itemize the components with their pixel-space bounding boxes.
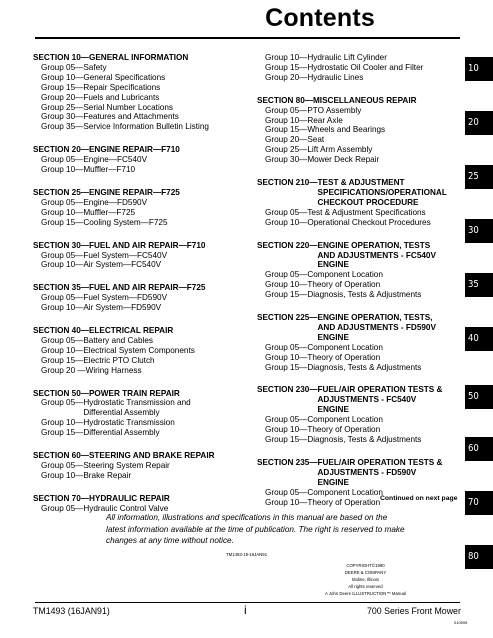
group-entry[interactable] [257, 155, 472, 165]
group-title: Diagnosis, Tests & Adjustments [307, 435, 422, 444]
footer-page-number: i [244, 603, 247, 617]
group-number: Group 05— [265, 207, 308, 217]
toc-section [33, 451, 258, 481]
group-number: Group 05— [41, 398, 84, 408]
group-entry[interactable] [33, 112, 258, 122]
section-title: FUEL AND AIR REPAIR—F725 [88, 283, 206, 293]
group-title: Diagnosis, Tests & Adjustments [307, 290, 422, 300]
group-number: Group 10— [265, 280, 308, 290]
group-number: Group 05— [41, 155, 84, 165]
group-title: Component Location [307, 415, 383, 425]
group-number: Group 10— [41, 72, 84, 82]
group-number: Group 15— [41, 217, 84, 227]
group-number: Group 25— [265, 145, 308, 155]
section-tab[interactable]: 60 [465, 437, 493, 461]
group-entry[interactable] [33, 251, 258, 261]
group-number: Group 20 — [41, 365, 86, 375]
group-title: Component Location [307, 270, 383, 280]
group-title: Lift Arm Assembly [307, 145, 373, 155]
group-title: Hydrostatic Oil Cooler and Filter [307, 62, 424, 72]
group-entry[interactable] [33, 165, 258, 175]
group-entry[interactable] [257, 145, 472, 155]
group-entry[interactable] [257, 425, 472, 435]
group-number: Group 05— [265, 415, 308, 425]
group-number: Group 15— [265, 125, 308, 135]
group-entry[interactable] [33, 73, 258, 83]
section-heading[interactable] [257, 458, 472, 488]
section-label: SECTION 70— [33, 493, 89, 503]
group-title: Electric PTO Clutch [83, 355, 155, 365]
group-title: Fuel System—FD590V [83, 293, 168, 303]
group-number: Group 15— [265, 62, 308, 72]
section-tab[interactable]: 30 [465, 219, 493, 243]
section-tab[interactable]: 50 [465, 385, 493, 409]
section-title: ENGINE OPERATION, TESTS AND ADJUSTMENTS - FC540V ENGINE [317, 240, 436, 270]
group-title: Test & Adjustment Specifications [307, 207, 426, 217]
group-title: Component Location [307, 342, 383, 352]
group-entry[interactable] [257, 116, 472, 126]
section-label: SECTION 220— [257, 240, 318, 250]
group-entry[interactable] [33, 471, 258, 481]
section-heading[interactable] [33, 494, 258, 504]
group-entry[interactable] [257, 290, 472, 300]
section-heading[interactable] [257, 313, 472, 343]
group-number: Group 20— [265, 72, 308, 82]
section-heading[interactable] [257, 385, 472, 415]
group-entry[interactable] [33, 260, 258, 270]
toc-section [33, 283, 258, 313]
group-entry[interactable] [33, 428, 258, 438]
section-tab[interactable]: 20 [465, 111, 493, 135]
group-title: Repair Specifications [83, 82, 161, 92]
group-number: Group 05— [41, 197, 84, 207]
group-title: Cooling System—F725 [83, 217, 168, 227]
toc-section [33, 494, 258, 514]
continued-groups [257, 53, 472, 83]
section-tab[interactable]: 35 [465, 273, 493, 297]
group-title: Serial Number Locations [83, 102, 173, 112]
group-title: Operational Checkout Procedures [307, 217, 431, 227]
group-number: Group 10— [265, 217, 308, 227]
group-number: Group 05— [265, 342, 308, 352]
group-title: Features and Attachments [83, 112, 179, 122]
section-title: ENGINE REPAIR—F710 [88, 145, 180, 155]
toc-section [257, 313, 472, 372]
section-title: FUEL/AIR OPERATION TESTS & ADJUSTMENTS - FC540V ENGINE [317, 385, 443, 415]
group-entry[interactable] [257, 435, 472, 445]
group-number: Group 05— [265, 270, 308, 280]
footer-manual-id: TM1493 (16JAN91) [33, 606, 110, 616]
group-number: Group 10— [265, 115, 308, 125]
group-entry[interactable] [33, 461, 258, 471]
group-entry[interactable] [33, 366, 258, 376]
group-number: Group 05— [41, 293, 84, 303]
group-entry[interactable] [33, 63, 258, 73]
group-title: Hydraulic Lines [307, 72, 364, 82]
group-entry[interactable] [257, 53, 472, 63]
section-label: SECTION 50— [33, 388, 89, 398]
section-heading[interactable] [33, 53, 258, 63]
group-number: Group 10— [265, 425, 308, 435]
group-entry[interactable] [257, 106, 472, 116]
group-title: Hydraulic Control Valve [83, 503, 169, 513]
group-entry[interactable] [33, 336, 258, 346]
section-label: SECTION 35— [33, 283, 89, 293]
group-title: Brake Repair [83, 470, 132, 480]
group-entry[interactable] [257, 135, 472, 145]
group-title: Hydrostatic Transmission and Differential Assembly [83, 398, 191, 418]
toc-section [33, 241, 258, 271]
group-entry[interactable] [33, 103, 258, 113]
group-title: Engine—FC540V [83, 155, 148, 165]
toc-section [33, 326, 258, 376]
section-heading[interactable] [257, 178, 472, 208]
section-title: HYDRAULIC REPAIR [88, 493, 170, 503]
group-number: Group 15— [265, 362, 308, 372]
toc-section [257, 178, 472, 228]
group-number: Group 05— [41, 503, 84, 513]
section-title: FUEL/AIR OPERATION TESTS & ADJUSTMENTS - FD590V ENGINE [317, 457, 443, 487]
group-number: Group 10— [41, 207, 84, 217]
group-title: Diagnosis, Tests & Adjustments [307, 362, 422, 372]
section-label: SECTION 225— [257, 313, 318, 323]
section-title: POWER TRAIN REPAIR [88, 388, 180, 398]
group-title: Wheels and Bearings [307, 125, 386, 135]
section-heading[interactable] [33, 389, 258, 399]
group-title: Electrical System Components [83, 345, 195, 355]
section-tab[interactable]: 70 [465, 491, 493, 515]
group-entry[interactable] [257, 353, 472, 363]
group-title: Safety [83, 62, 107, 72]
section-label: SECTION 10— [33, 53, 89, 62]
group-title: Muffler—F725 [83, 207, 136, 217]
group-entry[interactable] [33, 155, 258, 165]
copyright-line: A John Deere ILLUSTRUCTION™ Manual [325, 591, 406, 597]
toc-section [257, 241, 472, 300]
group-entry[interactable] [33, 356, 258, 366]
section-tab[interactable]: 80 [465, 545, 493, 569]
document-code: TM1493-19-16JAN91 [226, 552, 268, 557]
section-label: SECTION 60— [33, 451, 89, 461]
group-number: Group 30— [41, 112, 84, 122]
toc-section [33, 53, 258, 132]
toc-section [257, 96, 472, 165]
copyright-line: Moline, Illinois [352, 577, 379, 583]
group-title: Theory of Operation [307, 352, 381, 362]
publication-notice: All information, illustrations and specifications in this manual are based on the latest information available at the time of publication. The right is reserved to make changes at any time without notice. [106, 513, 405, 545]
title-bar [35, 4, 460, 39]
group-entry[interactable] [257, 208, 472, 218]
group-title: Service Information Bulletin Listing [83, 122, 209, 132]
section-heading[interactable] [257, 241, 472, 271]
group-title: Wiring Harness [85, 365, 142, 375]
footer-rule [35, 602, 460, 603]
group-title: Seat [307, 135, 325, 145]
group-title: Engine—FD590V [83, 197, 148, 207]
toc-section [33, 389, 258, 439]
section-heading[interactable] [257, 96, 472, 106]
group-entry[interactable] [33, 122, 258, 132]
group-number: Group 15— [265, 435, 308, 444]
section-title: ENGINE REPAIR—F725 [88, 187, 180, 197]
group-number: Group 35— [41, 122, 84, 132]
section-label: SECTION 20— [33, 145, 89, 155]
group-title: Hydraulic Lift Cylinder [307, 53, 387, 62]
group-number: Group 10— [265, 497, 308, 507]
section-heading[interactable] [33, 283, 258, 293]
section-label: SECTION 235— [257, 457, 318, 467]
right-column [257, 53, 472, 520]
group-number: Group 05— [41, 250, 84, 260]
group-number: Group 15— [41, 355, 84, 365]
group-title: Theory of Operation [307, 280, 381, 290]
section-title: GENERAL INFORMATION [88, 53, 189, 62]
group-number: Group 10— [41, 165, 84, 175]
group-number: Group 30— [265, 155, 308, 165]
group-entry[interactable] [257, 218, 472, 228]
group-title: PTO Assembly [307, 105, 362, 115]
section-tab[interactable]: 25 [465, 165, 493, 189]
section-label: SECTION 40— [33, 326, 89, 336]
copyright-line: COPYRIGHT©1990 [346, 563, 385, 568]
copyright-line: DEERE & COMPANY [344, 570, 387, 576]
group-number: Group 10— [265, 53, 308, 62]
group-entry[interactable] [257, 125, 472, 135]
section-label: SECTION 210— [257, 178, 318, 188]
group-entry[interactable] [33, 83, 258, 93]
group-entry[interactable] [33, 418, 258, 428]
section-title: FUEL AND AIR REPAIR—F710 [88, 240, 206, 250]
section-label: SECTION 230— [257, 385, 318, 395]
section-title: TEST & ADJUSTMENT SPECIFICATIONS/OPERATIONAL CHECKOUT PROCEDURE [317, 178, 447, 207]
group-entry[interactable] [257, 73, 472, 83]
toc-section [33, 145, 258, 175]
group-title: Mower Deck Repair [307, 155, 380, 165]
group-number: Group 05— [41, 335, 84, 345]
toc-section [33, 188, 258, 228]
section-title: ELECTRICAL REPAIR [88, 326, 174, 336]
group-title: Fuels and Lubricants [83, 92, 160, 102]
section-tab[interactable]: 10 [465, 57, 493, 81]
group-title: Differential Assembly [83, 428, 160, 438]
group-number: Group 20— [41, 92, 84, 102]
group-title: Muffler—F710 [83, 165, 136, 175]
page-title: Contents [265, 4, 375, 32]
group-number: Group 10— [41, 260, 84, 270]
group-entry[interactable] [257, 343, 472, 353]
section-label: SECTION 80— [257, 95, 313, 105]
group-title: Hydrostatic Transmission [83, 418, 175, 428]
group-number: Group 10— [41, 418, 84, 428]
group-entry[interactable] [33, 303, 258, 313]
group-number: Group 20— [265, 135, 308, 145]
section-title: STEERING AND BRAKE REPAIR [88, 451, 215, 461]
group-entry[interactable] [257, 280, 472, 290]
group-number: Group 25— [41, 102, 84, 112]
group-title: Steering System Repair [83, 461, 170, 470]
section-title: ENGINE OPERATION, TESTS, AND ADJUSTMENTS - FD590V ENGINE [317, 313, 436, 342]
group-number: Group 05— [265, 105, 308, 115]
group-number: Group 10— [41, 303, 84, 313]
group-title: General Specifications [83, 72, 166, 82]
footer-manual-title: 700 Series Front Mower [367, 606, 461, 616]
group-entry[interactable] [33, 346, 258, 356]
section-label: SECTION 30— [33, 240, 89, 250]
section-heading[interactable] [33, 326, 258, 336]
group-number: Group 15— [41, 82, 84, 92]
group-entry[interactable] [257, 270, 472, 280]
group-entry[interactable] [33, 398, 258, 418]
section-title: MISCELLANEOUS REPAIR [312, 95, 417, 105]
group-title: Air System—FC540V [83, 260, 162, 270]
group-title: Battery and Cables [83, 335, 153, 345]
group-number: Group 10— [265, 352, 308, 362]
group-number: Group 15— [41, 428, 84, 438]
group-entry[interactable] [257, 415, 472, 425]
section-tab[interactable]: 40 [465, 327, 493, 351]
group-title: Air System—FD590V [83, 303, 162, 313]
copyright-line: All rights reserved [348, 584, 383, 590]
toc-section [257, 385, 472, 444]
group-number: Group 10— [41, 470, 84, 480]
section-heading[interactable] [33, 241, 258, 251]
group-entry[interactable] [257, 63, 472, 73]
group-entry[interactable] [33, 198, 258, 208]
group-entry[interactable] [33, 218, 258, 228]
continued-note: Continued on next page [380, 495, 458, 502]
section-heading[interactable] [33, 145, 258, 155]
left-column [33, 53, 258, 527]
group-number: Group 05— [41, 461, 84, 470]
group-title: Rear Axle [307, 115, 343, 125]
section-heading[interactable] [33, 188, 258, 198]
group-number: Group 05— [265, 487, 308, 497]
group-entry[interactable] [33, 93, 258, 103]
group-entry[interactable] [33, 208, 258, 218]
group-entry[interactable] [257, 363, 472, 373]
group-title: Component Location [307, 487, 383, 497]
group-number: Group 05— [41, 62, 84, 72]
group-title: Theory of Operation [307, 425, 381, 435]
footer-code: 010595 [454, 620, 468, 625]
group-number: Group 10— [41, 345, 84, 355]
section-heading[interactable] [33, 451, 258, 461]
section-label: SECTION 25— [33, 187, 89, 197]
group-number: Group 15— [265, 290, 308, 300]
group-title: Theory of Operation [307, 497, 381, 507]
group-entry[interactable] [33, 293, 258, 303]
group-title: Fuel System—FC540V [83, 250, 168, 260]
copyright-block [318, 562, 413, 597]
